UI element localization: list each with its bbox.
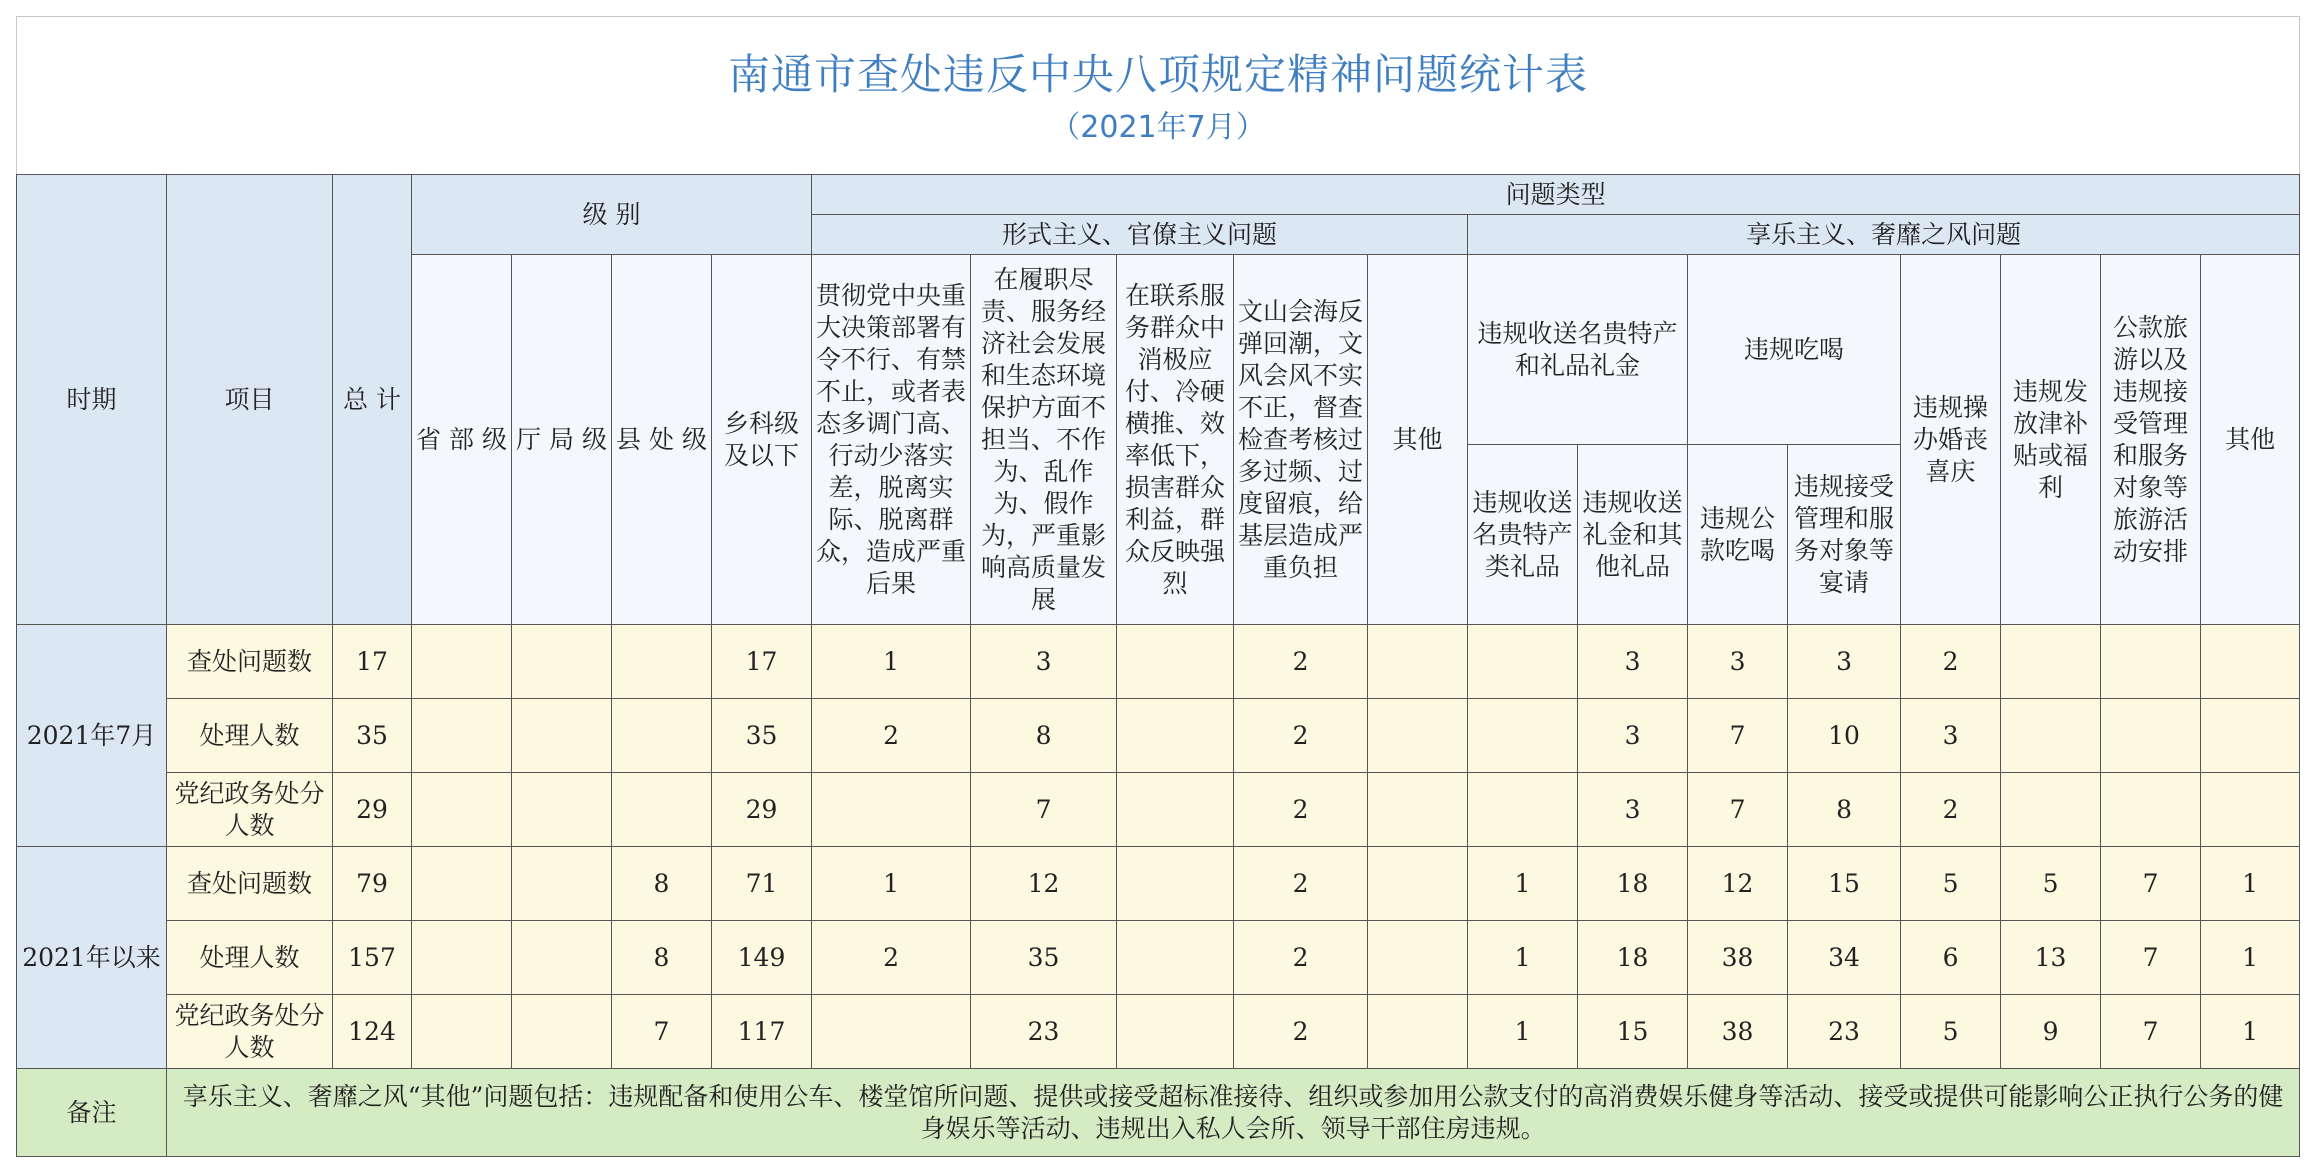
value-cell: 1 [2201, 921, 2300, 995]
value-cell: 149 [712, 921, 812, 995]
value-cell: 2 [1901, 773, 2001, 847]
value-cell: 2 [1901, 625, 2001, 699]
value-cell [812, 773, 971, 847]
value-cell [2001, 699, 2101, 773]
value-cell: 5 [1901, 995, 2001, 1069]
value-cell: 3 [971, 625, 1117, 699]
value-cell: 7 [1688, 773, 1788, 847]
row-item-label: 处理人数 [167, 699, 333, 773]
value-cell [2201, 625, 2300, 699]
value-cell [512, 847, 612, 921]
value-cell [1117, 847, 1234, 921]
value-cell [512, 995, 612, 1069]
value-cell: 7 [2101, 921, 2201, 995]
value-cell [412, 773, 512, 847]
header-formalism-col-2: 在履职尽责、服务经济社会发展和生态环境保护方面不担当、不作为、乱作为、假作为，严重影响高质量发展 [971, 255, 1117, 625]
value-cell [512, 921, 612, 995]
value-cell [612, 625, 712, 699]
header-banquet: 违规接受管理和服务对象等宴请 [1788, 445, 1901, 625]
row-item-label: 查处问题数 [167, 847, 333, 921]
value-cell [2101, 699, 2201, 773]
table-row [17, 995, 2300, 1069]
value-cell [612, 773, 712, 847]
value-cell: 38 [1688, 995, 1788, 1069]
value-cell: 18 [1578, 921, 1688, 995]
value-cell: 3 [1578, 773, 1688, 847]
value-cell: 1 [812, 625, 971, 699]
table-row [17, 847, 2300, 921]
header-formalism-col-4: 文山会海反弹回潮，文风会风不实不正，督查检查考核过多过频、过度留痕，给基层造成严重负担 [1234, 255, 1368, 625]
value-cell: 15 [1578, 995, 1688, 1069]
value-cell: 117 [712, 995, 812, 1069]
period-label: 2021年以来 [17, 847, 167, 1069]
value-cell: 5 [1901, 847, 2001, 921]
value-cell [1468, 625, 1578, 699]
value-cell: 13 [2001, 921, 2101, 995]
header-formalism-col-1: 贯彻党中央重大决策部署有令不行、有禁不止，或者表态多调门高、行动少落实差，脱离实际、脱离群众，造成严重后果 [812, 255, 971, 625]
value-cell: 3 [1788, 625, 1901, 699]
value-cell [1117, 625, 1234, 699]
value-cell: 1 [2201, 995, 2300, 1069]
total-cell: 157 [333, 921, 412, 995]
value-cell: 23 [1788, 995, 1901, 1069]
value-cell [2201, 699, 2300, 773]
value-cell [512, 625, 612, 699]
header-public-dining: 违规公款吃喝 [1688, 445, 1788, 625]
header-tourism: 公款旅游以及违规接受管理和服务对象等旅游活动安排 [2101, 255, 2201, 625]
page-title: 南通市查处违反中央八项规定精神问题统计表 [727, 50, 1588, 99]
value-cell: 2 [1234, 921, 1368, 995]
value-cell: 23 [971, 995, 1117, 1069]
value-cell: 6 [1901, 921, 2001, 995]
table-row [17, 625, 2300, 699]
total-cell: 17 [333, 625, 412, 699]
header-level-township: 乡科级 及以下 [712, 255, 812, 625]
value-cell [1368, 699, 1468, 773]
value-cell: 7 [2101, 995, 2201, 1069]
header-dining-group: 违规吃喝 [1688, 255, 1901, 445]
value-cell [1368, 625, 1468, 699]
value-cell: 7 [1688, 699, 1788, 773]
value-cell: 2 [812, 921, 971, 995]
value-cell: 10 [1788, 699, 1901, 773]
value-cell: 12 [971, 847, 1117, 921]
value-cell: 12 [1688, 847, 1788, 921]
value-cell: 3 [1901, 699, 2001, 773]
header-allowances: 违规发放津补贴或福利 [2001, 255, 2101, 625]
value-cell [1468, 773, 1578, 847]
value-cell: 3 [1578, 699, 1688, 773]
header-formalism: 形式主义、官僚主义问题 [812, 215, 1468, 255]
value-cell [1368, 921, 1468, 995]
value-cell [1117, 921, 1234, 995]
value-cell: 2 [1234, 699, 1368, 773]
value-cell: 1 [812, 847, 971, 921]
value-cell: 5 [2001, 847, 2101, 921]
total-cell: 35 [333, 699, 412, 773]
value-cell: 35 [971, 921, 1117, 995]
value-cell: 1 [1468, 847, 1578, 921]
value-cell: 1 [1468, 921, 1578, 995]
value-cell: 18 [1578, 847, 1688, 921]
statistics-table [16, 174, 2300, 1157]
value-cell: 9 [2001, 995, 2101, 1069]
total-cell: 124 [333, 995, 412, 1069]
value-cell [1368, 773, 1468, 847]
value-cell: 3 [1688, 625, 1788, 699]
row-item-label: 处理人数 [167, 921, 333, 995]
value-cell [612, 699, 712, 773]
header-gift-money: 违规收送礼金和其他礼品 [1578, 445, 1688, 625]
value-cell: 8 [971, 699, 1117, 773]
value-cell: 35 [712, 699, 812, 773]
header-problem-type: 问题类型 [812, 175, 2300, 215]
value-cell [512, 699, 612, 773]
value-cell: 1 [1468, 995, 1578, 1069]
value-cell [2101, 625, 2201, 699]
value-cell [412, 995, 512, 1069]
value-cell: 2 [1234, 847, 1368, 921]
value-cell [1117, 773, 1234, 847]
value-cell: 29 [712, 773, 812, 847]
value-cell [2001, 773, 2101, 847]
value-cell: 8 [612, 847, 712, 921]
header-level-provincial: 省 部 级 [412, 255, 512, 625]
table-row [17, 921, 2300, 995]
value-cell: 2 [1234, 773, 1368, 847]
header-hedonism-other: 其他 [2201, 255, 2300, 625]
header-gift-group: 违规收送名贵特产和礼品礼金 [1468, 255, 1688, 445]
header-weddings-funerals: 违规操办婚丧喜庆 [1901, 255, 2001, 625]
table-row [17, 773, 2300, 847]
value-cell: 7 [612, 995, 712, 1069]
note-label: 备注 [17, 1069, 167, 1157]
table-row [17, 699, 2300, 773]
value-cell: 2 [1234, 995, 1368, 1069]
header-item: 项目 [167, 175, 333, 625]
total-cell: 29 [333, 773, 412, 847]
value-cell [1368, 847, 1468, 921]
row-item-label: 查处问题数 [167, 625, 333, 699]
value-cell: 71 [712, 847, 812, 921]
value-cell [2201, 773, 2300, 847]
value-cell: 8 [1788, 773, 1901, 847]
page-subtitle: （2021年7月） [1050, 110, 1266, 145]
header-gift-specialty: 违规收送名贵特产类礼品 [1468, 445, 1578, 625]
header-total: 总 计 [333, 175, 412, 625]
value-cell [1468, 699, 1578, 773]
header-level-county: 县 处 级 [612, 255, 712, 625]
value-cell: 2 [812, 699, 971, 773]
value-cell: 17 [712, 625, 812, 699]
header-level-bureau: 厅 局 级 [512, 255, 612, 625]
value-cell [1368, 995, 1468, 1069]
header-formalism-col-3: 在联系服务群众中消极应付、冷硬横推、效率低下，损害群众利益，群众反映强烈 [1117, 255, 1234, 625]
header-formalism-other: 其他 [1368, 255, 1468, 625]
row-item-label: 党纪政务处分人数 [167, 995, 333, 1069]
value-cell: 1 [2201, 847, 2300, 921]
value-cell [1117, 699, 1234, 773]
header-level: 级 别 [412, 175, 812, 255]
note-text: 享乐主义、奢靡之风“其他”问题包括：违规配备和使用公车、楼堂馆所问题、提供或接受超标准接待、组织或参加用公款支付的高消费娱乐健身等活动、接受或提供可能影响公正执行公务的健身娱乐等活动、违规出入私人会所、领导干部住房违规。 [167, 1069, 2300, 1157]
total-cell: 79 [333, 847, 412, 921]
value-cell: 2 [1234, 625, 1368, 699]
value-cell [412, 847, 512, 921]
value-cell: 8 [612, 921, 712, 995]
value-cell [412, 699, 512, 773]
value-cell: 34 [1788, 921, 1901, 995]
period-label: 2021年7月 [17, 625, 167, 847]
value-cell [512, 773, 612, 847]
row-item-label: 党纪政务处分人数 [167, 773, 333, 847]
value-cell: 3 [1578, 625, 1688, 699]
header-period: 时期 [17, 175, 167, 625]
value-cell: 38 [1688, 921, 1788, 995]
value-cell [812, 995, 971, 1069]
value-cell: 7 [971, 773, 1117, 847]
value-cell [412, 625, 512, 699]
value-cell [412, 921, 512, 995]
value-cell: 15 [1788, 847, 1901, 921]
header-hedonism: 享乐主义、奢靡之风问题 [1468, 215, 2300, 255]
value-cell [1117, 995, 1234, 1069]
value-cell [2101, 773, 2201, 847]
value-cell: 7 [2101, 847, 2201, 921]
value-cell [2001, 625, 2101, 699]
